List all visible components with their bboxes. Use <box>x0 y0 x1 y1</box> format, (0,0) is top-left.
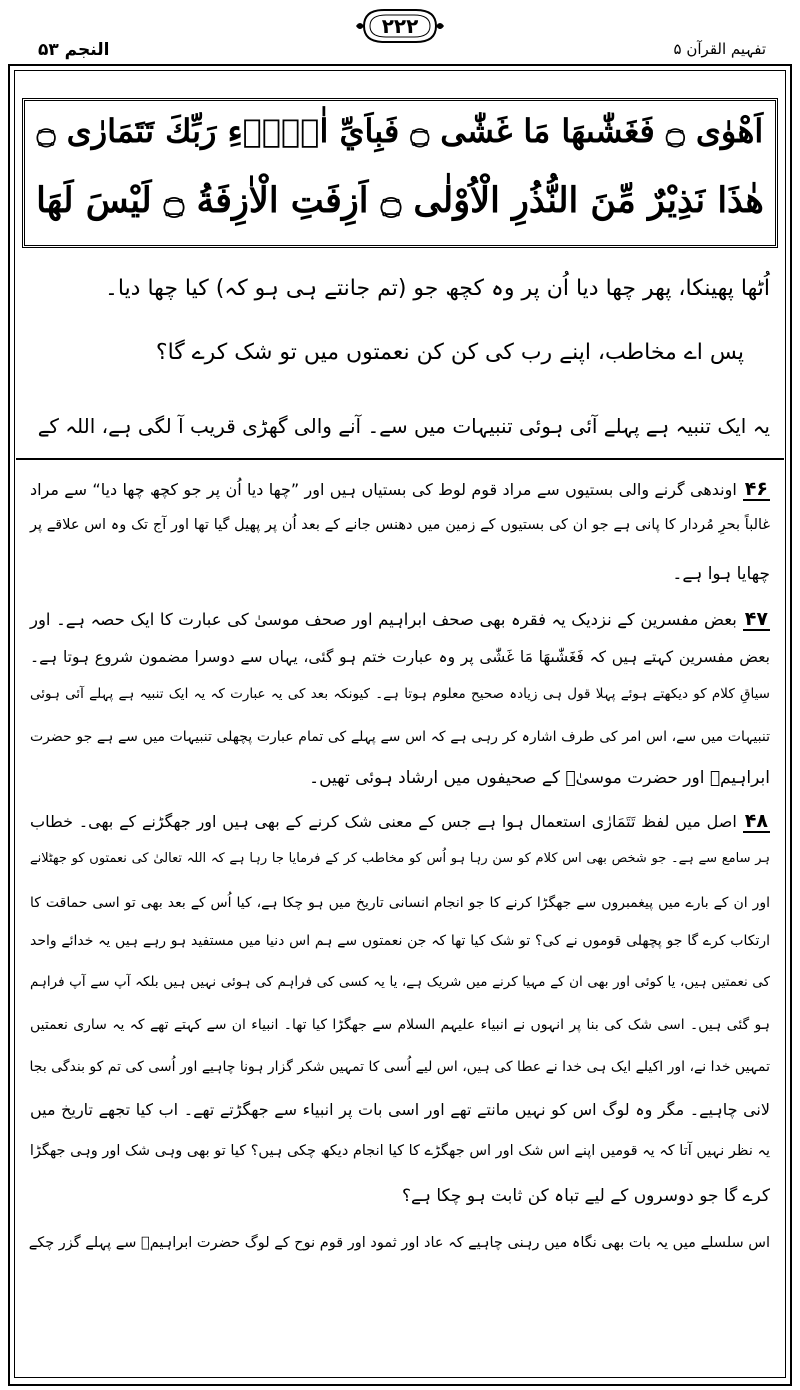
page-number-ornament <box>354 6 446 46</box>
commentary-text: غالباً بحرِ مُردار کا پانی ہے جو ان کی بستیوں کے زمین میں دھنس جانے کے بعد اُن پر پھیل گیا تھا اور آج تک وہ اس علاقے پر <box>30 517 770 533</box>
footnote-number: ۴۷ <box>744 608 768 630</box>
commentary-text: تمہیں خدا نے، اور اکیلے ایک ہی خدا نے عطا کی ہیں، اس لیے اُسی کا تمہیں شکر گزار ہونا چاہیے اور اُسی کی تم کو بندگی بجا <box>29 1059 770 1075</box>
translation-line-3: یہ ایک تنبیہ ہے پہلے آئی ہوئی تنبیہات میں سے۔ آنے والی گھڑی قریب آ لگی ہے، اللہ کے <box>37 414 770 438</box>
page-number: ۲۲۲ <box>381 14 419 38</box>
commentary-text: اصل میں لفظ تَتَمَارٰى استعمال ہوا ہے جس کے معنی شک کرنے کے بھی ہیں اور جھگڑنے کے بھی۔ خطاب <box>30 812 737 831</box>
surah-header: النجم ۵۳ <box>38 40 110 60</box>
commentary-line <box>30 1188 770 1205</box>
commentary-line <box>30 480 770 501</box>
commentary-line <box>30 1018 770 1032</box>
commentary-text: تنبیہات میں سے، اس امر کی طرف اشارہ کر رہی ہے کہ اس سے پہلے کی تمام عبارت پچھلی تنبیہات میں سے ہے جو حضرت <box>30 729 770 745</box>
commentary-line <box>30 688 770 702</box>
commentary-line <box>30 934 770 948</box>
commentary-text: کی نعمتیں ہیں، یا کوئی اور بھی ان کے مہیا کرنے میں شریک ہے، یا یہ کسی کی فراہم کی ہوئی نہیں ہیں بلکہ آپ سے آپ فراہم <box>30 974 770 990</box>
commentary-text: ہر سامع سے ہے۔ جو شخص بھی اس کلام کو سن رہا ہو اُس کو مخاطب کر کے فرمایا جا رہا ہے کہ اللہ تعالیٰ کی نعمتوں کو جھٹلانے <box>30 851 770 866</box>
commentary-line <box>30 1060 770 1074</box>
commentary-line <box>30 852 770 865</box>
commentary-line <box>30 730 770 744</box>
commentary-text: لانی چاہیے۔ مگر وہ لوگ اس کو نہیں مانتے تھے اور اسی بات پر انبیاء سے جھگڑتے تھے۔ اب کیا تجھے تاریخ میں <box>30 1100 770 1119</box>
book-title-header: تفہیم القرآن ۵ <box>673 40 766 58</box>
commentary-text: یہ نظر نہیں آتا کہ یہ قومیں اپنے اس شک اور اس جھگڑے کا کیا انجام دیکھ چکی ہیں؟ کیا تو بھی وہی شک اور وہی جھگڑا <box>29 1143 770 1159</box>
commentary-text: کرے گا جو دوسروں کے لیے تباہ کن ثابت ہو چکا ہے؟ <box>402 1186 770 1206</box>
commentary-text: اور ان کے بارے میں پیغمبروں سے جھگڑا کرنے کا جو انجام انسانی تاریخ میں ہو چکا ہے، کیا اُس کے بعد بھی تو اسی حماقت کا <box>30 895 770 911</box>
commentary-line <box>30 976 770 990</box>
commentary-line <box>30 518 770 533</box>
commentary-line <box>30 770 770 787</box>
translation-line-2: پس اے مخاطب، اپنے رب کی کن کن نعمتوں میں تو شک کرے گا؟ <box>155 340 744 365</box>
commentary-text: اس سلسلے میں یہ بات بھی نگاہ میں رہنی چاہیے کہ عاد اور ثمود اور قوم نوح کے لوگ حضرت ابراہیمؑ سے پہلے گزر چکے <box>28 1235 770 1251</box>
commentary-text: بعض مفسرین کہتے ہیں کہ فَغَشّٰىهَا مَا غَشّٰى پر وہ عبارت ختم ہو گئی، یہاں سے دوسرا مضمون شروع ہوتا ہے۔ <box>30 648 770 666</box>
section-divider <box>16 458 784 460</box>
commentary-text: سیاقِ کلام کو دیکھتے ہوئے پہلا قول ہی زیادہ صحیح معلوم ہوتا ہے۔ کیونکہ بعد کی یہ عبارت کہ یہ ایک تنبیہ ہے پہلے آئی ہوئی <box>30 686 770 702</box>
footnote-number: ۴۸ <box>744 810 768 832</box>
footnote-number: ۴۶ <box>744 478 768 500</box>
commentary-line <box>30 610 770 631</box>
commentary-text: بعض مفسرین کے نزدیک یہ فقرہ بھی صحف ابراہیم اور صحف موسیٰ کی عبارت کا ایک حصہ ہے۔ اور <box>30 610 737 629</box>
commentary-line <box>30 1236 770 1251</box>
page-header <box>14 4 786 64</box>
commentary-line <box>30 1102 770 1118</box>
translation-line-1: اُٹھا پھینکا، پھر چھا دیا اُن پر وہ کچھ جو (تم جانتے ہی ہو کہ) کیا چھا دیا۔ <box>104 276 770 301</box>
commentary-line <box>30 1144 770 1159</box>
arabic-verse-line-1: اَهْوٰى ۝ فَغَشّٰىهَا مَا غَشّٰى ۝ فَبِاَيِّ اٰلَاۤءِ رَبِّكَ تَتَمَارٰى ۝ <box>36 112 764 150</box>
commentary-text: اوندھی گرنے والی بستیوں سے مراد قوم لوط کی بستیاں ہیں اور ”چھا دیا اُن پر جو کچھ چھا دیا“ سے مراد <box>30 480 737 499</box>
commentary-text: چھایا ہوا ہے۔ <box>672 564 770 584</box>
commentary-line <box>30 566 770 583</box>
commentary-line <box>30 812 770 833</box>
commentary-line <box>30 896 770 910</box>
page-frame-inner <box>14 70 786 1378</box>
commentary-line <box>30 650 770 666</box>
quran-text-box <box>22 98 778 248</box>
arabic-verse-line-2: هٰذَا نَذِيْرٌ مِّنَ النُّذُرِ الْاُوْلٰى ۝ اَزِفَتِ الْاٰزِفَةُ ۝ لَيْسَ لَهَا <box>36 180 764 221</box>
commentary-text: ابراہیمؑ اور حضرت موسیٰؑ کے صحیفوں میں ارشاد ہوئی تھیں۔ <box>309 768 770 788</box>
commentary-text: ارتکاب کرے گا جو پچھلی قوموں نے کی؟ تو شک کیا تھا کہ جن نعمتوں سے ہم اس دنیا میں مستفید ہو رہے ہیں یہ خدائے واحد <box>30 933 770 949</box>
commentary-text: ہو گئی ہیں۔ اسی شک کی بنا پر انہوں نے انبیاء علیہم السلام سے جھگڑا کیا تھا۔ انبیاء ان سے کہتے تھے کہ یہ ساری نعمتیں <box>30 1017 770 1033</box>
